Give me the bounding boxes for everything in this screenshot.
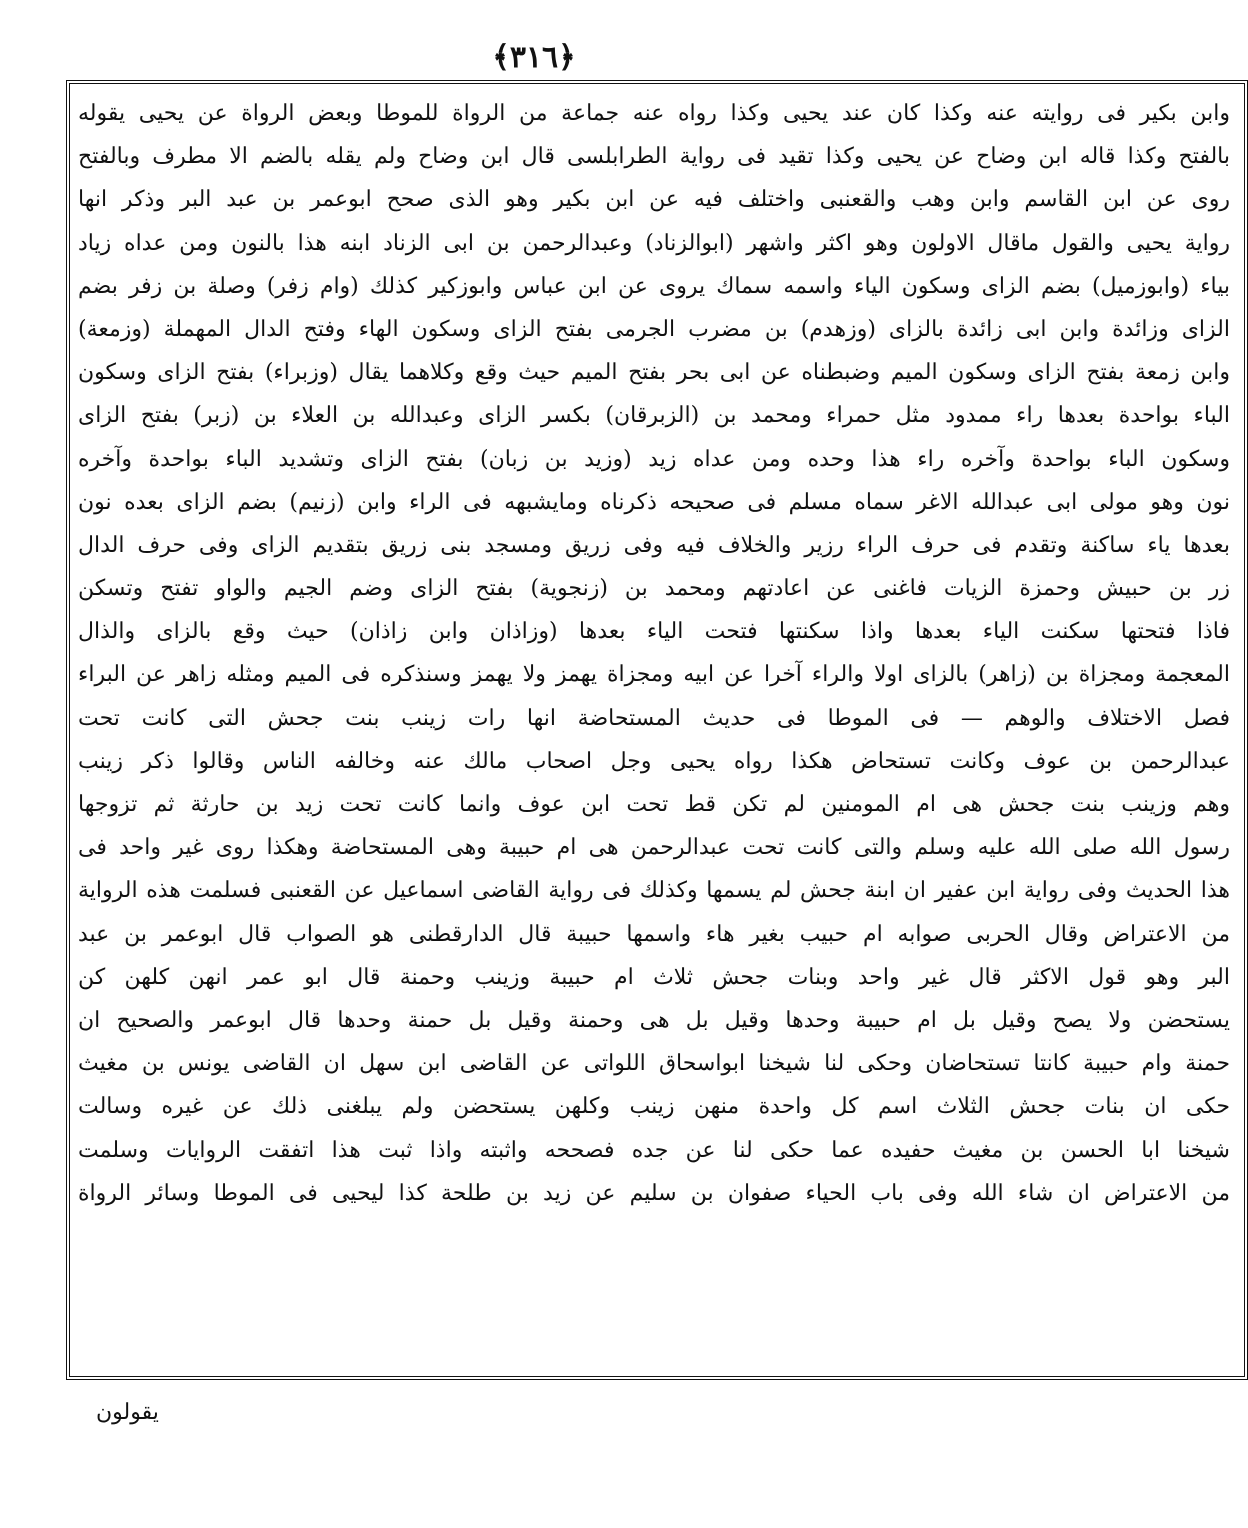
text-line: وابن زمعة بفتح الزاى وسكون الميم وضبطناه عن ابى بحر بفتح الميم حيث وقع وكلاهما يقال (وزبراء) بفتح الزاى وسكون xyxy=(78,360,1230,386)
text-line: وسكون الباء بواحدة وآخره راء هذا وحده ومن عداه زيد (وزيد بن زبان) بفتح الزاى وتشديد الباء بواحدة وآخره xyxy=(78,446,1230,472)
text-line: رواية يحيى والقول ماقال الاولون وهو اكثر واشهر (ابوالزناد) وعبدالرحمن بن ابى الزناد ابنه هذا بالنون ومن عداه زياد xyxy=(78,230,1230,256)
text-line: الباء بواحدة بعدها راء ممدود مثل حمراء ومحمد بن (الزبرقان) بكسر الزاى وعبدالله بن العلاء بن (زبر) بفتح الزاى xyxy=(78,403,1230,429)
text-line: البر وهو قول الاكثر قال غير واحد وبنات جحش ثلاث ام حبيبة وزينب وحمنة قال ابو عمر انهن كلهن كن xyxy=(78,964,1230,990)
text-line: عبدالرحمن بن عوف وكانت تستحاض هكذا رواه يحيى وجل اصحاب مالك عنه وخالفه الناس وقالوا ذكر زينب xyxy=(78,748,1230,774)
text-line: بعدها ياء ساكنة وتقدم فى حرف الراء رزير والخلاف فيه وفى زريق ومسجد بنى زريق بتقديم الزاى وفى حرف الدال xyxy=(78,532,1230,558)
page-number: ﴿٣١٦﴾ xyxy=(492,40,576,75)
text-line: شيخنا ابا الحسن بن مغيث حفيده عما حكى لنا عن جده فصححه واثبته واذا ثبت هذا اتفقت الروايات وسلمت xyxy=(78,1137,1230,1163)
text-line: المعجمة ومجزاة بن (زاهر) بالزاى اولا والراء آخرا عن ابيه ومجزاة يهمز ولا يهمز وسنذكره فى الميم ومثله زاهر عن البراء xyxy=(78,662,1230,688)
main-text-block xyxy=(78,92,1230,1215)
text-line: حمنة وام حبيبة كانتا تستحاضان وحكى لنا شيخنا ابواسحاق اللواتى عن القاضى ابن سهل ان القاضى يونس بن مغيث xyxy=(78,1051,1230,1077)
text-line: وابن بكير فى روايته عنه وكذا كان عند يحيى وكذا رواه عنه جماعة من الرواة للموطا وبعض الرواة عن يحيى يقوله xyxy=(78,101,1230,126)
text-line: حكى ان بنات جحش الثلاث اسم كل واحدة منهن زينب وكلهن يستحضن ولم يبلغنى ذلك عن غيره وسالت xyxy=(78,1094,1230,1120)
text-line: فاذا فتحتها سكنت الياء بعدها واذا سكنتها فتحت الياء بعدها (وزاذان وابن زاذان) حيث وقع بالزاى والذال xyxy=(78,619,1230,645)
text-line: بالفتح وكذا قاله ابن وضاح عن يحيى وكذا تقيد فى رواية الطرابلسى قال ابن وضاح ولم يقله بالضم الا مطرف وبالفتح xyxy=(78,144,1230,170)
text-line: هذا الحديث وفى رواية ابن عفير ان ابنة جحش لم يسمها وكذلك فى رواية القاضى اسماعيل عن القعنبى فسلمت هذه الرواية xyxy=(78,878,1230,904)
text-line: رسول الله صلى الله عليه وسلم والتى كانت تحت عبدالرحمن هى ام حبيبة وهى المستحاضة وهكذا روى غير واحد فى xyxy=(78,835,1230,861)
text-line: نون وهو مولى ابى عبدالله الاغر سماه مسلم فى صحيحه ذكرناه ومايشبهه فى الراء وابن (زنيم) بضم الزاى بعده نون xyxy=(78,489,1230,515)
text-line: زر بن حبيش وحمزة الزيات فاغنى عن اعادتهم ومحمد بن (زنجوية) بفتح الزاى وضم الجيم والواو تفتح وتسكن xyxy=(78,576,1230,602)
text-line: بياء (وابوزميل) بضم الزاى وسكون الياء واسمه سماك يروى عن ابن عباس وابوزكير كذلك (وام زفر) وصلة بن زفر بضم xyxy=(78,273,1230,299)
text-line: يستحضن ولا يصح وقيل بل ام حبيبة وحدها وقيل بل هى وحمنة وقيل بل حمنة وحدها قال ابوعمر والصحيح ان xyxy=(78,1007,1230,1033)
text-line: من الاعتراض ان شاء الله وفى باب الحياء صفوان بن سليم عن زيد بن طلحة كذا ليحيى فى الموطا وسائر الرواة xyxy=(78,1180,1230,1206)
text-line: من الاعتراض وقال الحربى صوابه ام حبيب بغير هاء واسمها حبيبة قال الدارقطنى هو الصواب قال ابوعمر بن عبد xyxy=(78,921,1230,947)
text-line: وهم وزينب بنت جحش هى ام المومنين لم تكن قط تحت ابن عوف وانما كانت تحت زيد بن حارثة ثم تزوجها xyxy=(78,792,1230,817)
text-line: الزاى وزائدة وابن ابى زائدة بالزاى (وزهدم) بن مضرب الجرمى بفتح الزاى وسكون الهاء وفتح الدال المهملة (وزمعة) xyxy=(78,316,1230,342)
section-heading-line: فصل الاختلاف والوهم — فى الموطا فى حديث المستحاضة انها رات زينب بنت جحش التى كانت تحت xyxy=(78,705,1230,731)
text-line: روى عن ابن القاسم وابن وهب والقعنبى واختلف فيه عن ابن بكير وهو الذى صحح ابوعمر بن عبد البر وذكر انها xyxy=(78,187,1230,213)
catchword: يقولون xyxy=(96,1400,159,1425)
